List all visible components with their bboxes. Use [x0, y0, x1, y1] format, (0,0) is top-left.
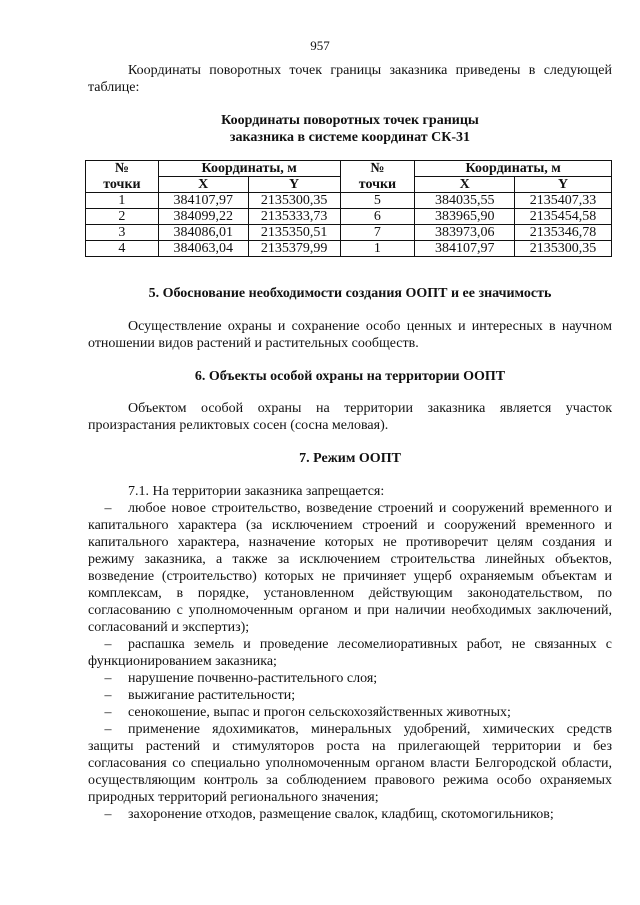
section-7-title: 7. Режим ООПТ: [299, 451, 401, 466]
cell-x: 384099,22: [158, 209, 248, 225]
cell-x: 383965,90: [415, 209, 515, 225]
header-y-1: Y: [248, 177, 340, 193]
cell-point: 7: [340, 225, 415, 241]
section-5-title: 5. Обоснование необходимости создания ООПТ и ее значимость: [148, 286, 552, 301]
table-subheader-row: [86, 177, 612, 193]
list-item: [88, 704, 612, 721]
list-item-text: сенокошение, выпас и прогон сельскохозяйственных животных;: [128, 705, 511, 720]
cell-y: 2135454,58: [515, 209, 612, 225]
table-row: [86, 241, 612, 257]
header-x-2: X: [415, 177, 515, 193]
list-item-text: выжигание растительности;: [128, 688, 296, 703]
cell-point: 1: [86, 193, 159, 209]
list-item-text: любое новое строительство, возведение строений и сооружений временного и капитального характера (за исключением строений и сооружений временного и капитального характера, назначение которых не противоречит целям создания и режиму заказника, а также за исключением строительства линейных объектов, возведение (строительство) которых не причиняет ущерб охраняемым объектам и комплексам, в порядке, установленном действующим законодательством, по согласованию с уполномоченным органом и при наличии необходимых заключений, согласований и экспертиз);: [88, 501, 612, 635]
table-header-row: [86, 161, 612, 177]
cell-y: 2135333,73: [248, 209, 340, 225]
table-row: [86, 225, 612, 241]
list-item-text: нарушение почвенно-растительного слоя;: [128, 671, 378, 686]
dash-bullet: –: [104, 671, 112, 686]
header-coords-1: Координаты, м: [158, 161, 340, 177]
header-point-2: точки: [340, 177, 415, 193]
dash-bullet: –: [104, 637, 112, 652]
section-7-intro: 7.1. На территории заказника запрещается:: [128, 484, 385, 499]
header-y-2: Y: [515, 177, 612, 193]
list-item-text: применение ядохимикатов, минеральных удобрений, химических средств защиты растений и стимуляторов роста на прилегающей территории и без согласования со специально уполномоченным органом власти Белгородской области, осуществляющим контроль за соблюдением правового режима особо охраняемых природных территорий регионального значения;: [88, 722, 612, 805]
table-row: [86, 193, 612, 209]
cell-point: 1: [340, 241, 415, 257]
cell-x: 384063,04: [158, 241, 248, 257]
cell-point: 3: [86, 225, 159, 241]
list-item: [88, 687, 612, 704]
header-point-1: точки: [86, 177, 159, 193]
cell-y: 2135379,99: [248, 241, 340, 257]
list-item: [88, 670, 612, 687]
cell-point: 2: [86, 209, 159, 225]
section-5-text: Осуществление охраны и сохранение особо ценных и интересных в научном отношении видов растений и растительных сообществ.: [88, 319, 612, 351]
coordinates-table: [85, 160, 612, 257]
cell-x: 384107,97: [415, 241, 515, 257]
table-title-line-2: заказника в системе координат СК-31: [229, 130, 471, 145]
cell-x: 384086,01: [158, 225, 248, 241]
cell-y: 2135350,51: [248, 225, 340, 241]
cell-y: 2135300,35: [248, 193, 340, 209]
header-coords-2: Координаты, м: [415, 161, 612, 177]
dash-bullet: –: [104, 722, 112, 737]
list-item: [88, 721, 612, 806]
dash-bullet: –: [104, 501, 112, 516]
page-number: 957: [310, 38, 330, 53]
cell-x: 384035,55: [415, 193, 515, 209]
cell-y: 2135300,35: [515, 241, 612, 257]
header-num-2: №: [340, 161, 415, 177]
list-item-text: захоронение отходов, размещение свалок, кладбищ, скотомогильников;: [128, 807, 554, 822]
cell-x: 383973,06: [415, 225, 515, 241]
list-item: [88, 806, 612, 823]
list-item-text: распашка земель и проведение лесомелиоративных работ, не связанных с функционированием заказника;: [88, 637, 612, 669]
cell-point: 5: [340, 193, 415, 209]
cell-y: 2135407,33: [515, 193, 612, 209]
cell-x: 384107,97: [158, 193, 248, 209]
section-6-title: 6. Объекты особой охраны на территории ООПТ: [194, 369, 506, 384]
list-item: [88, 500, 612, 636]
header-num-1: №: [86, 161, 159, 177]
header-x-1: X: [158, 177, 248, 193]
cell-point: 4: [86, 241, 159, 257]
dash-bullet: –: [104, 688, 112, 703]
cell-point: 6: [340, 209, 415, 225]
dash-bullet: –: [104, 705, 112, 720]
section-6-text: Объектом особой охраны на территории заказника является участок произрастания реликтовых сосен (сосна меловая).: [88, 401, 612, 433]
table-row: [86, 209, 612, 225]
list-item: [88, 636, 612, 670]
cell-y: 2135346,78: [515, 225, 612, 241]
intro-paragraph: Координаты поворотных точек границы заказника приведены в следующей таблице:: [88, 63, 612, 95]
dash-bullet: –: [104, 807, 112, 822]
table-title-line-1: Координаты поворотных точек границы: [221, 113, 479, 128]
